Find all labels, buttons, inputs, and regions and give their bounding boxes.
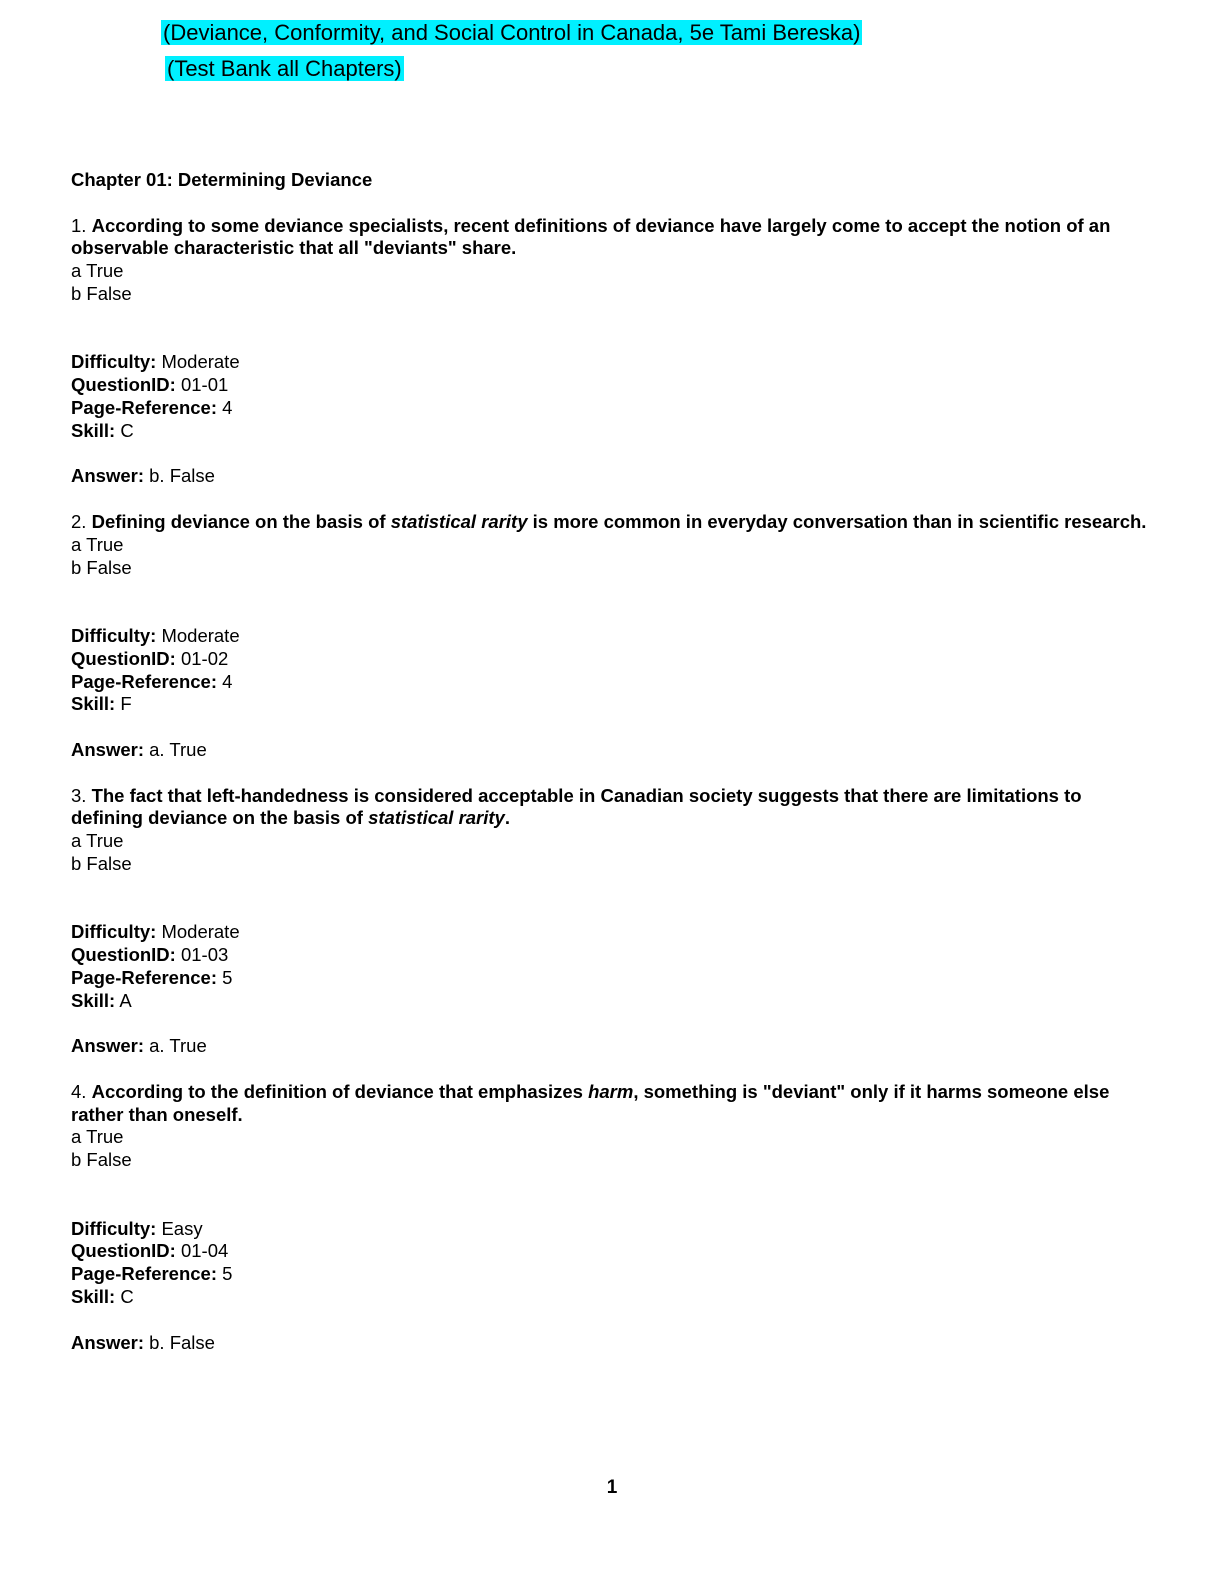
- difficulty-value: Moderate: [161, 624, 240, 646]
- question-meta: [71, 625, 1151, 716]
- skill-label: Skill:: [71, 419, 116, 441]
- document-title: [161, 20, 862, 46]
- question-stem: [71, 1081, 1151, 1127]
- answer-line: [71, 739, 1151, 762]
- option-b: b False: [71, 852, 132, 874]
- page-reference-value: 4: [222, 670, 233, 692]
- answer-value: a. True: [149, 738, 207, 760]
- document-subtitle-text: (Test Bank all Chapters): [167, 56, 402, 81]
- difficulty-label: Difficulty:: [71, 624, 157, 646]
- difficulty-line: [71, 921, 1151, 944]
- question-number: 4.: [71, 1080, 87, 1102]
- question-stem: [71, 215, 1151, 261]
- question-stem: [71, 785, 1151, 831]
- question-text-end: is more common in everyday conversation than in scientific research.: [527, 510, 1147, 532]
- page-reference-value: 4: [222, 396, 233, 418]
- page-number: 1: [606, 1477, 618, 1498]
- skill-value: F: [120, 693, 132, 715]
- answer-label: Answer:: [71, 738, 144, 760]
- question-text-end: , something is "deviant" only if it harms someone else rather than oneself.: [71, 1080, 1110, 1125]
- question-block: [71, 1081, 1151, 1172]
- option-a: a True: [71, 1126, 124, 1148]
- answer-label: Answer:: [71, 1035, 144, 1057]
- question-id-line: [71, 944, 1151, 967]
- question-number: 1.: [71, 214, 87, 236]
- answer-block: [71, 1035, 1151, 1058]
- question-meta: [71, 1218, 1151, 1309]
- chapter-title: Chapter 01: Determining Deviance: [71, 169, 373, 190]
- difficulty-label: Difficulty:: [71, 351, 157, 373]
- question-text-emphasis: statistical rarity: [368, 807, 505, 829]
- answer-value: a. True: [149, 1035, 207, 1057]
- page-reference-value: 5: [222, 1263, 233, 1285]
- difficulty-line: [71, 351, 1151, 374]
- question-stem: [71, 511, 1151, 534]
- answer-value: b. False: [149, 1331, 215, 1353]
- question-id-value: 01-01: [180, 374, 229, 396]
- test-bank-content: [71, 169, 1151, 1377]
- question-block: [71, 215, 1151, 306]
- document-subtitle: [165, 56, 404, 82]
- option-a: a True: [71, 533, 124, 555]
- page-reference-label: Page-Reference:: [71, 670, 218, 692]
- difficulty-label: Difficulty:: [71, 1217, 157, 1239]
- document-title-text: (Deviance, Conformity, and Social Control in Canada, 5e Tami Bereska): [163, 20, 861, 45]
- question-text-start: The fact that left-handedness is considered acceptable in Canadian society suggests that there are limitations to defining deviance on the basis of: [71, 784, 1082, 829]
- question-id-value: 01-04: [180, 1240, 229, 1262]
- skill-value: C: [120, 419, 134, 441]
- option-b: b False: [71, 282, 132, 304]
- option-a: a True: [71, 830, 124, 852]
- answer-block: [71, 1332, 1151, 1355]
- page-reference-label: Page-Reference:: [71, 396, 218, 418]
- question-meta: [71, 351, 1151, 442]
- question-text: According to some deviance specialists, recent definitions of deviance have largely come to accept the notion of an observable characteristic that all "deviants" share.: [71, 214, 1111, 259]
- question-text-start: According to the definition of deviance that emphasizes: [91, 1080, 589, 1102]
- question-text-end: .: [504, 807, 510, 829]
- page-reference-label: Page-Reference:: [71, 1263, 218, 1285]
- question-id-line: [71, 374, 1151, 397]
- skill-label: Skill:: [71, 989, 116, 1011]
- question-text-emphasis: statistical rarity: [390, 510, 528, 532]
- option-b: b False: [71, 1149, 132, 1171]
- question-text: [92, 511, 1147, 532]
- skill-line: [71, 1286, 1151, 1309]
- page-reference-line: [71, 397, 1151, 420]
- skill-value: C: [120, 1286, 134, 1308]
- answer-block: [71, 739, 1151, 762]
- difficulty-value: Moderate: [161, 351, 240, 373]
- skill-line: [71, 693, 1151, 716]
- question-id-value: 01-02: [180, 647, 229, 669]
- skill-line: [71, 420, 1151, 443]
- skill-value: A: [119, 989, 132, 1011]
- page-reference-line: [71, 671, 1151, 694]
- question-number: 2.: [71, 510, 87, 532]
- question-text-start: Defining deviance on the basis of: [91, 510, 391, 532]
- question-text: [71, 785, 1082, 829]
- question-meta: [71, 921, 1151, 1012]
- skill-label: Skill:: [71, 693, 116, 715]
- page-reference-label: Page-Reference:: [71, 966, 218, 988]
- question-id-value: 01-03: [180, 944, 229, 966]
- option-b: b False: [71, 556, 132, 578]
- answer-label: Answer:: [71, 465, 144, 487]
- difficulty-line: [71, 625, 1151, 648]
- page-reference-value: 5: [222, 966, 233, 988]
- difficulty-value: Easy: [161, 1217, 203, 1239]
- question-block: [71, 511, 1151, 579]
- question-text-emphasis: harm: [588, 1080, 634, 1102]
- difficulty-value: Moderate: [161, 921, 240, 943]
- difficulty-line: [71, 1218, 1151, 1241]
- answer-line: [71, 465, 1151, 488]
- question-id-label: QuestionID:: [71, 374, 176, 396]
- question-text: [71, 1081, 1109, 1125]
- page-reference-line: [71, 1263, 1151, 1286]
- question-id-label: QuestionID:: [71, 944, 176, 966]
- page-reference-line: [71, 967, 1151, 990]
- answer-line: [71, 1332, 1151, 1355]
- question-id-label: QuestionID:: [71, 1240, 176, 1262]
- answer-label: Answer:: [71, 1331, 144, 1353]
- skill-line: [71, 990, 1151, 1013]
- question-id-line: [71, 648, 1151, 671]
- answer-value: b. False: [149, 465, 215, 487]
- question-id-label: QuestionID:: [71, 647, 176, 669]
- skill-label: Skill:: [71, 1286, 116, 1308]
- question-number: 3.: [71, 784, 87, 806]
- answer-line: [71, 1035, 1151, 1058]
- question-id-line: [71, 1240, 1151, 1263]
- question-block: [71, 785, 1151, 876]
- option-a: a True: [71, 260, 124, 282]
- answer-block: [71, 465, 1151, 488]
- difficulty-label: Difficulty:: [71, 921, 157, 943]
